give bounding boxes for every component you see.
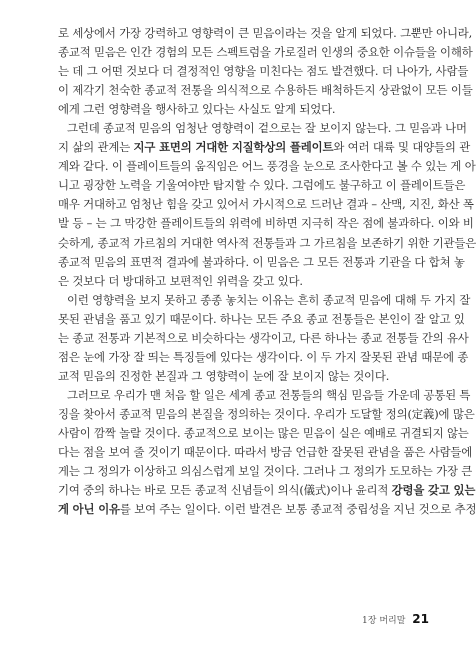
text-line xyxy=(58,176,466,195)
text-line xyxy=(58,119,467,138)
text-line xyxy=(58,500,476,519)
text-run: 이 제각기 천숙한 종교적 전통을 의식적으로 수용하든 배척하든지 상관없이 모든 이들 xyxy=(58,83,473,98)
text-run: 이런 영향력을 보지 못하고 종종 놓치는 이유는 흔히 종교적 믿음에 대해 두 가지 잘 xyxy=(67,292,471,307)
page-footer xyxy=(362,612,429,626)
text-line xyxy=(58,310,465,329)
text-line xyxy=(58,443,473,462)
text-run: 점은 눈에 가장 잘 띄는 특징들에 있다는 생각이다. 이 두 가지 잘못된 관념 때문에 종 xyxy=(58,349,469,364)
text-run: 종교적 믿음의 표면적 결과에 불과하다. 이 믿음은 그 모든 전통과 기관을 다 합쳐 놓 xyxy=(58,254,465,269)
text-line xyxy=(58,138,471,157)
text-run: 와 여러 대륙 및 대양들의 관 xyxy=(333,140,471,155)
text-run: 에게 그런 영향력을 행사하고 있다는 사실도 알게 되었다. xyxy=(58,102,336,117)
text-run: 게는 그 정의가 이상하고 의심스럽게 보일 것이다. 그러나 그 정의가 도모하는 가장 큰 xyxy=(58,464,473,479)
text-run: 계와 같다. 이 플레이트들의 움직임은 어느 풍경을 눈으로 조사한다고 볼 수 있는 게 아 xyxy=(58,159,476,174)
paragraph xyxy=(58,386,476,519)
text-run: 사람이 깜짝 놀랄 것이다. 종교적으로 보이는 많은 믿음이 실은 예배로 귀결되지 않는 xyxy=(58,425,469,440)
text-line xyxy=(58,253,465,272)
body-text xyxy=(58,24,476,519)
text-line xyxy=(58,43,473,62)
text-line xyxy=(58,234,476,253)
text-line xyxy=(58,462,473,481)
text-line xyxy=(58,386,471,405)
text-run: 로 세상에서 가장 강력하고 영향력이 큰 믿음이라는 것을 알게 되었다. 그뿐만 아니라, xyxy=(58,26,473,40)
text-line xyxy=(58,348,469,367)
text-run: 못된 관념을 품고 있기 때문이다. 하나는 모든 주요 종교 전통들은 본인이 잘 알고 있 xyxy=(58,311,465,326)
text-run: 는 데 그 어떤 것보다 더 결정적인 영향을 미친다는 점도 발견했다. 더 나아가, 사람들 xyxy=(58,64,469,79)
page-number: 21 xyxy=(412,612,429,626)
text-run: 그러므로 우리가 맨 처음 할 일은 세계 종교 전통들의 핵심 믿음들 가운데 공통된 특 xyxy=(67,387,471,402)
text-line xyxy=(58,481,476,500)
text-run: 교적 믿음의 진정한 본질과 그 영향력이 눈에 잘 보이지 않는 것이다. xyxy=(58,368,390,383)
text-run: 징을 찾아서 종교적 믿음의 본질을 정의하는 것이다. 우리가 도달할 정의(定義)에 많은 xyxy=(58,406,475,421)
text-run: 슷하게, 종교적 가르침의 거대한 역사적 전통들과 그 가르침을 보존하기 위한 기관들은 xyxy=(58,235,476,250)
text-run: 종교적 믿음은 인간 경험의 모든 스펙트럼을 가로질러 인생의 중요한 이슈들을 이해하 xyxy=(58,45,473,60)
text-run: 다는 점을 보여 줄 것이기 때문이다. 따라서 방금 언급한 잘못된 관념을 품은 사람들에 xyxy=(58,445,473,460)
text-run: 발 등 – 는 그 막강한 플레이트들의 위력에 비하면 지극히 작은 점에 불과하다. 이와 비 xyxy=(58,216,474,231)
text-line xyxy=(58,424,469,443)
text-line xyxy=(58,272,430,291)
text-run: 를 보여 주는 일이다. 이런 발견은 보통 종교적 중립성을 지닌 것으로 추정 xyxy=(119,502,476,517)
text-line xyxy=(58,291,471,310)
text-line xyxy=(58,157,476,176)
text-line xyxy=(58,81,473,100)
running-footer-chapter: 1장 머리말 xyxy=(362,616,406,626)
text-line xyxy=(58,329,469,348)
text-line xyxy=(58,195,474,214)
text-run: 지 삶의 관계는 xyxy=(58,140,134,155)
text-run: 기여 중의 하나는 바로 모든 종교적 신념들이 의식(儀式)이나 윤리적 xyxy=(58,483,392,498)
text-run: 매우 거대하고 엄청난 힘을 갖고 있어서 가시적으로 드러난 결과 – 산맥, 지진, 화산 폭 xyxy=(58,197,474,212)
bold-phrase: 강령을 갖고 있는 xyxy=(391,483,476,498)
text-run: 은 것보다 더 방대하고 보편적인 위력을 갖고 있다. xyxy=(58,273,303,288)
text-line xyxy=(58,367,430,386)
paragraph xyxy=(58,119,476,290)
text-line xyxy=(58,100,430,119)
bold-phrase: 게 아닌 이유 xyxy=(58,502,120,517)
text-line xyxy=(58,24,473,43)
bold-phrase: 지구 표면의 거대한 지질학상의 플레이트 xyxy=(133,140,334,155)
paragraph xyxy=(58,24,473,119)
text-run: 니고 굉장한 노력을 기울여야만 탐지할 수 있다. 그럼에도 불구하고 이 플레이트들은 xyxy=(58,178,466,193)
text-run: 는 종교 전통과 기본적으로 비슷하다는 생각이고, 다른 하나는 종교 전통들 간의 유사 xyxy=(58,330,469,345)
text-line xyxy=(58,214,474,233)
paragraph xyxy=(58,291,471,386)
text-line xyxy=(58,405,475,424)
text-line xyxy=(58,62,469,81)
text-run: 그런데 종교적 믿음의 엄청난 영향력이 겉으로는 잘 보이지 않는다. 그 믿음과 나머 xyxy=(67,121,467,136)
